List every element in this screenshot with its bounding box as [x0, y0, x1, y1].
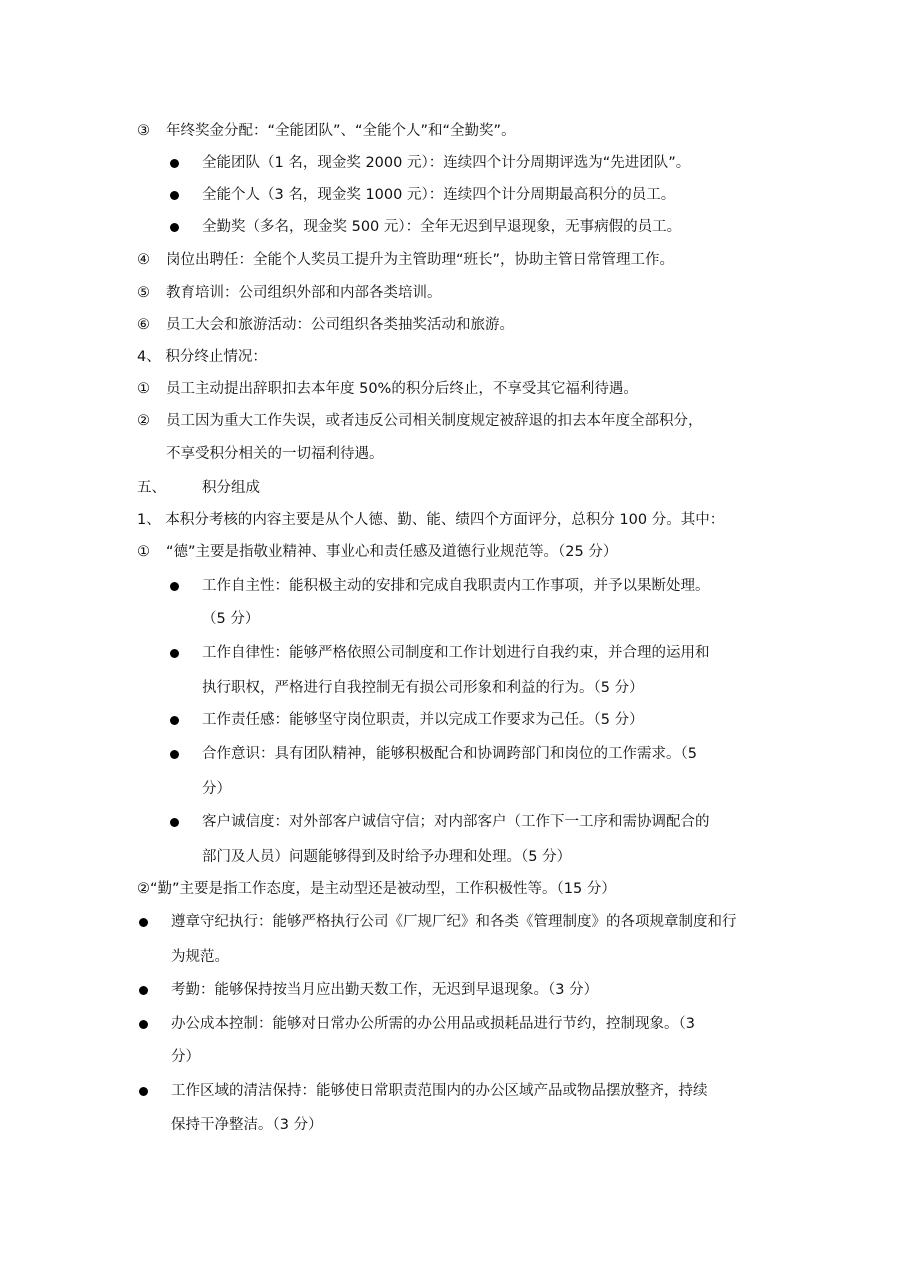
bullet-text: 办公成本控制：能够对日常办公所需的办公用品或损耗品进行节约，控制现象。（3: [171, 1016, 695, 1032]
bullet-icon: [139, 1020, 148, 1029]
list-item-text: 员工主动提出辞职扣去本年度 50%的积分后终止，不享受其它福利待遇。: [166, 381, 638, 397]
list-item-text: “德”主要是指敬业精神、事业心和责任感及道德行业规范等。（25 分）: [166, 544, 618, 560]
bullet-icon: [170, 191, 179, 200]
bullet-text: 工作自律性：能够严格依照公司制度和工作计划进行自我约束，并合理的运用和: [202, 645, 710, 661]
section-heading: 4、 积分终止情况：: [137, 349, 267, 365]
list-marker: ①: [137, 381, 150, 397]
list-item-text: 教育培训：公司组织外部和内部各类培训。: [166, 285, 442, 301]
bullet-text: 客户诚信度：对外部客户诚信守信；对内部客户（工作下一工序和需协调配合的: [202, 814, 710, 830]
bullet-text: 遵章守纪执行：能够严格执行公司《厂规厂纪》和各类《管理制度》的各项规章制度和行: [171, 914, 737, 930]
bullet-icon: [170, 649, 179, 658]
list-marker: ④: [137, 252, 150, 268]
bullet-text-continuation: 分）: [202, 781, 231, 797]
section-number: 五、: [137, 480, 166, 496]
bullet-text-continuation: 执行职权，严格进行自我控制无有损公司形象和利益的行为。（5 分）: [202, 680, 644, 696]
bullet-text-continuation: 为规范。: [171, 949, 229, 965]
section-title: 积分组成: [202, 480, 260, 496]
bullet-text: 工作责任感：能够坚守岗位职责，并以完成工作要求为己任。（5 分）: [202, 712, 644, 728]
list-item-text: 年终奖金分配：“全能团队”、“全能个人”和“全勤奖”。: [166, 123, 516, 139]
bullet-text: 全能团队（1 名，现金奖 2000 元）：连续四个计分周期评选为“先进团队”。: [202, 155, 691, 171]
bullet-text: 全能个人（3 名，现金奖 1000 元）：连续四个计分周期最高积分的员工。: [202, 187, 676, 203]
bullet-text-continuation: 部门及人员）问题能够得到及时给予办理和处理。（5 分）: [202, 849, 572, 865]
bullet-text-continuation: 分）: [171, 1049, 200, 1065]
bullet-icon: [170, 223, 179, 232]
bullet-icon: [170, 716, 179, 725]
bullet-text: 工作自主性：能积极主动的安排和完成自我职责内工作事项，并予以果断处理。: [202, 578, 710, 594]
list-item-text: 员工因为重大工作失误，或者违反公司相关制度规定被辞退的扣去本年度全部积分，: [166, 413, 703, 429]
list-item-text-continuation: 不享受积分相关的一切福利待遇。: [166, 446, 384, 462]
list-item-text: 员工大会和旅游活动：公司组织各类抽奖活动和旅游。: [166, 317, 514, 333]
bullet-icon: [139, 1087, 148, 1096]
list-marker: ①: [137, 544, 150, 560]
bullet-icon: [170, 750, 179, 759]
bullet-text: 全勤奖（多名，现金奖 500 元）：全年无迟到早退现象，无事病假的员工。: [202, 219, 682, 235]
subsection-heading: ②“勤”主要是指工作态度，是主动型还是被动型，工作积极性等。（15 分）: [137, 881, 616, 897]
bullet-text-continuation: （5 分）: [202, 611, 260, 627]
bullet-text: 考勤：能够保持按当月应出勤天数工作，无迟到早退现象。（3 分）: [171, 982, 599, 998]
bullet-text: 工作区域的清洁保持：能够使日常职责范围内的办公区域产品或物品摆放整齐，持续: [171, 1083, 708, 1099]
bullet-icon: [170, 818, 179, 827]
list-marker: ⑤: [137, 285, 150, 301]
bullet-icon: [139, 918, 148, 927]
list-marker: ③: [137, 123, 150, 139]
bullet-icon: [139, 986, 148, 995]
intro-paragraph: 1、 本积分考核的内容主要是从个人德、勤、能、绩四个方面评分，总积分 100 分。其中：: [137, 512, 725, 528]
list-marker: ⑥: [137, 317, 150, 333]
bullet-text-continuation: 保持干净整洁。（3 分）: [171, 1117, 323, 1133]
list-item-text: 岗位出聘任：全能个人奖员工提升为主管助理“班长”，协助主管日常管理工作。: [166, 252, 675, 268]
list-marker: ②: [137, 413, 150, 429]
bullet-icon: [170, 159, 179, 168]
bullet-text: 合作意识：具有团队精神，能够积极配合和协调跨部门和岗位的工作需求。（5: [202, 746, 697, 762]
bullet-icon: [170, 582, 179, 591]
